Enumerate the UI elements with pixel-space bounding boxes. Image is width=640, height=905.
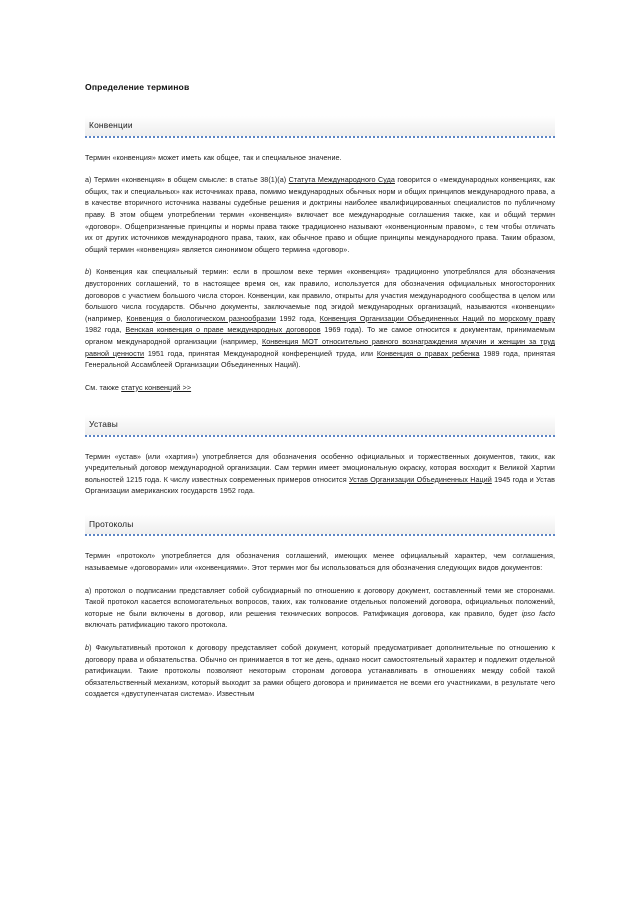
section-spacer-2 [85, 497, 555, 515]
page-title: Определение терминов [85, 82, 190, 92]
section-header-conventions [85, 116, 555, 137]
link-un-charter[interactable]: Устав Организации Объединенных Наций [348, 474, 492, 484]
section-conventions [85, 116, 555, 393]
segment-text-2: включать ратификацию такого протокола. [85, 620, 228, 630]
paragraph-conventions-b [85, 266, 555, 370]
segment-text-5: 1951 года, принятая Международной конференцией труда, или [144, 348, 377, 358]
link-vienna-convention-law-treaties[interactable]: Венская конвенция о праве международных договоров [125, 325, 321, 335]
see-also-label: См. также [85, 382, 122, 392]
link-convention-biological-diversity[interactable]: Конвенция о биологическом разнообразии [126, 313, 276, 323]
section-header-protocols [85, 515, 555, 536]
segment-text-1: ) Конвенция как специальный термин: если в прошлом веке термин «конвенция» традиционно употреблялся для обозначения двусторонних соглашений, то в настоящее время он, как правило, используется для обозначения официальных многосторонних договоров с участием большого числа сторон. Конвенции, как правило, открыты для участия международного сообщества в целом или большого числа государств. Обычно документы, заключаемые под эгидой международных организаций, называются «конвенции» (например, [85, 267, 555, 323]
paragraph-conventions-intro: Термин «конвенция» может иметь как общее, так и специальное значение. [85, 152, 342, 162]
section-header-charters [85, 415, 555, 436]
link-ilo-equal-remuneration-convention[interactable]: Конвенция МОТ относительно равного вознаграждения мужчин и женщин за труд равной ценности [85, 336, 555, 358]
latin-phrase-ipso-facto: ipso facto [521, 608, 556, 618]
section-heading-label: Конвенции [89, 120, 133, 131]
segment-text-1: ) Факультативный протокол к договору представляет собой документ, который предусматривает дополнительные по отношению к договору права и обязательства. Обычно он принимается в тот же день, однако носит самостоятельный характер и подлежит отдельной ратификации. Такие протоколы позволяют некоторым сторонам договора устанавливать в отношениях между собой такой обязательственный механизм, который выходит за рамки общего договора и принимается не всеми его участниками, в результате чего создается «двуступенчатая система». Известным [85, 642, 555, 699]
link-status-of-conventions[interactable]: статус конвенций >> [121, 382, 192, 392]
paragraph-protocols-intro: Термин «протокол» употребляется для обозначения соглашений, имеющих менее официальный характер, чем соглашения, называемые «договорами» или «конвенциями». Этот термин мог бы использоваться для обозначения следующих видов документов: [85, 551, 555, 572]
segment-text-1: a) протокол о подписании представляет собой субсидиарный по отношению к договору документ, составленный теми же сторонами. Такой протокол касается вспомогательных вопросов, таких, как толкование отдельных положений договора, официальных положений, которые не были включены в договор, или решения технических вопросов. Ратификация договора, как правило, будет [85, 585, 555, 618]
segment-text-2: 1992 года, [275, 313, 320, 323]
section-heading-label: Уставы [89, 419, 119, 430]
section-heading-label: Протоколы [89, 519, 134, 530]
paragraph-conventions-a [85, 174, 555, 255]
paragraph-rest-text: 1945 года и Устав Организации американских государств 1952 года. [85, 474, 555, 496]
paragraph-protocols-b [85, 642, 555, 700]
label-item-b: b [85, 267, 90, 277]
section-charters [85, 415, 555, 497]
label-item-b: b [85, 642, 90, 652]
paragraph-lead-text: a) Термин «конвенция» в общем смысле: в статье 38(1)(a) [85, 175, 289, 185]
section-spacer-1 [85, 393, 555, 415]
paragraph-charters-1 [85, 451, 555, 497]
paragraph-rest-text: говорится о «международных конвенциях, как общих, так и специальных» как источниках права, помимо международных обычных норм и общих принципов международного права, а в качестве вторичного источника названы судебные решения и доктрины наиболее квалифицированных специалистов по публичному праву. В этом общем употреблении термин «конвенция» включает все международные соглашения также, как и общий термин «договор». Общепризнанные принципы и нормы права также традиционно называют «конвенционным правом», с тем чтобы отличать их от других источников международного права, таких, как обычное право и общие принципы международного права. Таким образом, общий термин «конвенция» является синонимом общего термина «договор». [85, 175, 555, 254]
link-unclos[interactable]: Конвенция Организации Объединенных Наций по морскому праву [319, 313, 556, 323]
segment-text-3: 1982 года, [85, 325, 126, 335]
segment-text-6: 1989 года, принятая Генеральной Ассамблеей Организации Объединенных Наций). [85, 348, 556, 370]
link-convention-rights-of-child[interactable]: Конвенция о правах ребенка [376, 348, 480, 358]
segment-text-4: 1969 года). То же самое относится к документам, принимаемым органом международной организации (например, [85, 325, 555, 346]
paragraph-see-also [85, 382, 555, 394]
paragraph-protocols-a [85, 585, 555, 631]
link-statute-international-court[interactable]: Статута Международного Суда [288, 175, 395, 185]
section-protocols [85, 515, 555, 700]
paragraph-lead-text: Термин «устав» (или «хартия») употребляется для обозначения особенно официальных и торжественных документов, таких, как учредительный договор международной организации. Сам термин имеет эмоциональную окраску, которая восходит к Великой Хартии вольностей 1215 года. К числу известных современных примеров относится [85, 451, 555, 484]
